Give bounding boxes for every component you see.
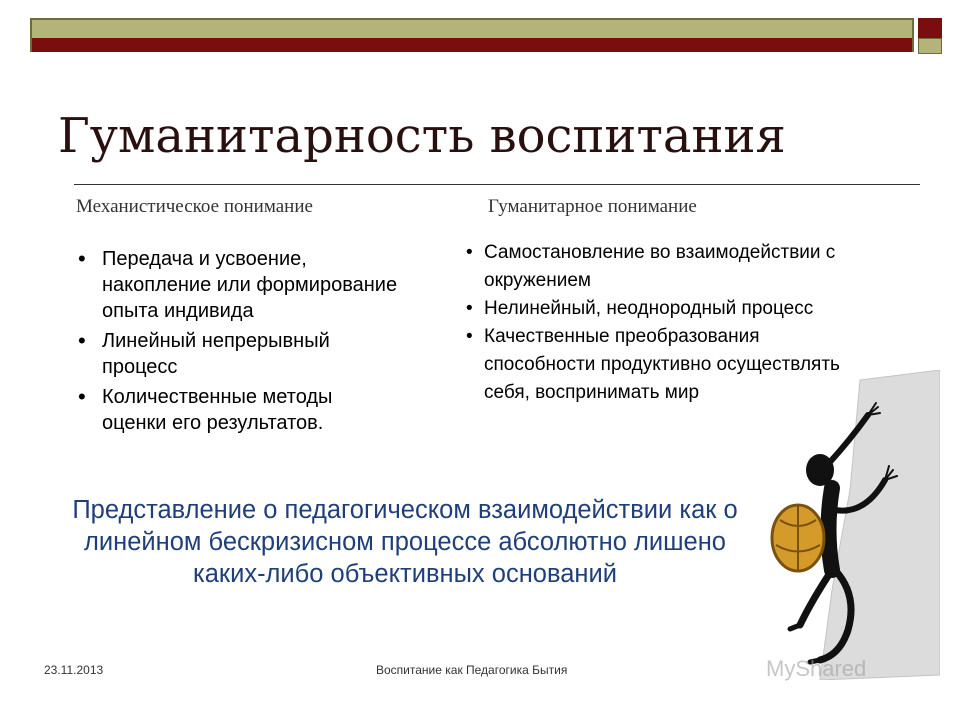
bullet-icon: • (78, 328, 86, 353)
left-bullet-list (76, 246, 402, 440)
left-column-heading: Механистическое понимание (76, 196, 313, 217)
footer-date: 23.11.2013 (44, 663, 104, 677)
watermark-text: MyShared (766, 656, 867, 681)
corner-decor (918, 18, 942, 52)
bullet-icon: • (466, 326, 473, 347)
right-item-text: Нелинейный, неоднородный процесс (484, 298, 814, 319)
right-item-text: Качественные преобразования способности продуктивно осуществлять себя, воспринимать мир (484, 326, 840, 403)
slide-title: Гуманитарность воспитания (58, 108, 786, 164)
left-list-item (76, 328, 402, 380)
top-decor-bar (30, 18, 914, 52)
right-list-item (466, 295, 864, 323)
bullet-icon: • (466, 298, 473, 319)
key-statement: Представление о педагогическом взаимодействии как о линейном бескризисном процессе абсолютно лишено каких-либо объективных оснований (72, 496, 738, 588)
right-item-text: Самостановление во взаимодействии с окружением (484, 242, 836, 291)
backpack-icon (772, 505, 824, 571)
bullet-icon: • (78, 384, 86, 409)
left-list-item (76, 384, 402, 436)
rock-wall (820, 370, 940, 680)
bullet-icon: • (466, 242, 473, 263)
left-item-text: Количественные методы оценки его результатов. (102, 386, 333, 434)
corner-decor-top (918, 18, 942, 38)
rock-climber-illustration (740, 370, 940, 680)
left-list-item (76, 246, 402, 324)
left-item-text: Передача и усвоение, накопление или формирование опыта индивида (102, 248, 398, 322)
right-column-heading: Гуманитарное понимание (488, 196, 697, 217)
footer-title: Воспитание как Педагогика Бытия (376, 663, 568, 677)
corner-decor-bottom (918, 38, 942, 54)
bullet-icon: • (78, 246, 86, 271)
left-item-text: Линейный непрерывный процесс (102, 330, 330, 378)
top-decor-stripe (32, 38, 912, 52)
title-rule (74, 184, 920, 185)
right-list-item (466, 239, 864, 295)
